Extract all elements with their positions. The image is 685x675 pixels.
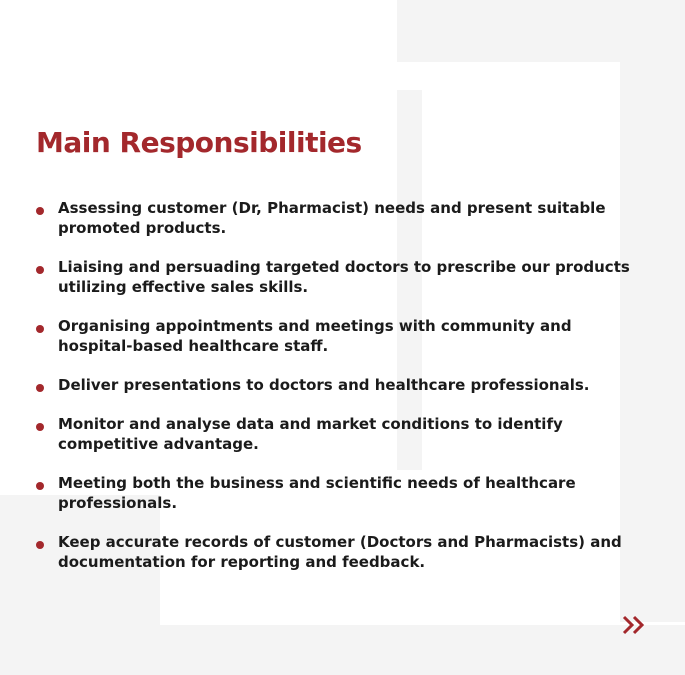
bullet-icon [36, 384, 44, 392]
bullet-icon [36, 207, 44, 215]
list-item [36, 316, 636, 356]
double-chevron-right-icon[interactable] [620, 612, 648, 638]
bullet-icon [36, 266, 44, 274]
list-item-text: Meeting both the business and scientific needs of healthcare professionals. [58, 474, 576, 512]
list-item [36, 414, 636, 454]
list-item-text: Liaising and persuading targeted doctors to prescribe our products utilizing effective sales skills. [58, 258, 630, 296]
responsibilities-list [36, 198, 636, 591]
background-block-bottom [0, 625, 685, 675]
list-item-text: Keep accurate records of customer (Doctors and Pharmacists) and documentation for reporting and feedback. [58, 533, 622, 571]
list-item [36, 257, 636, 297]
list-item-text: Monitor and analyse data and market conditions to identify competitive advantage. [58, 415, 563, 453]
page-title: Main Responsibilities [36, 126, 362, 159]
bullet-icon [36, 423, 44, 431]
list-item [36, 473, 636, 513]
background-block-top-right [397, 0, 685, 62]
list-item-text: Organising appointments and meetings with community and hospital-based healthcare staff. [58, 317, 572, 355]
list-item [36, 375, 636, 395]
list-item [36, 532, 636, 572]
list-item [36, 198, 636, 238]
list-item-text: Deliver presentations to doctors and healthcare professionals. [58, 376, 590, 394]
bullet-icon [36, 325, 44, 333]
bullet-icon [36, 482, 44, 490]
list-item-text: Assessing customer (Dr, Pharmacist) needs and present suitable promoted products. [58, 199, 606, 237]
bullet-icon [36, 541, 44, 549]
